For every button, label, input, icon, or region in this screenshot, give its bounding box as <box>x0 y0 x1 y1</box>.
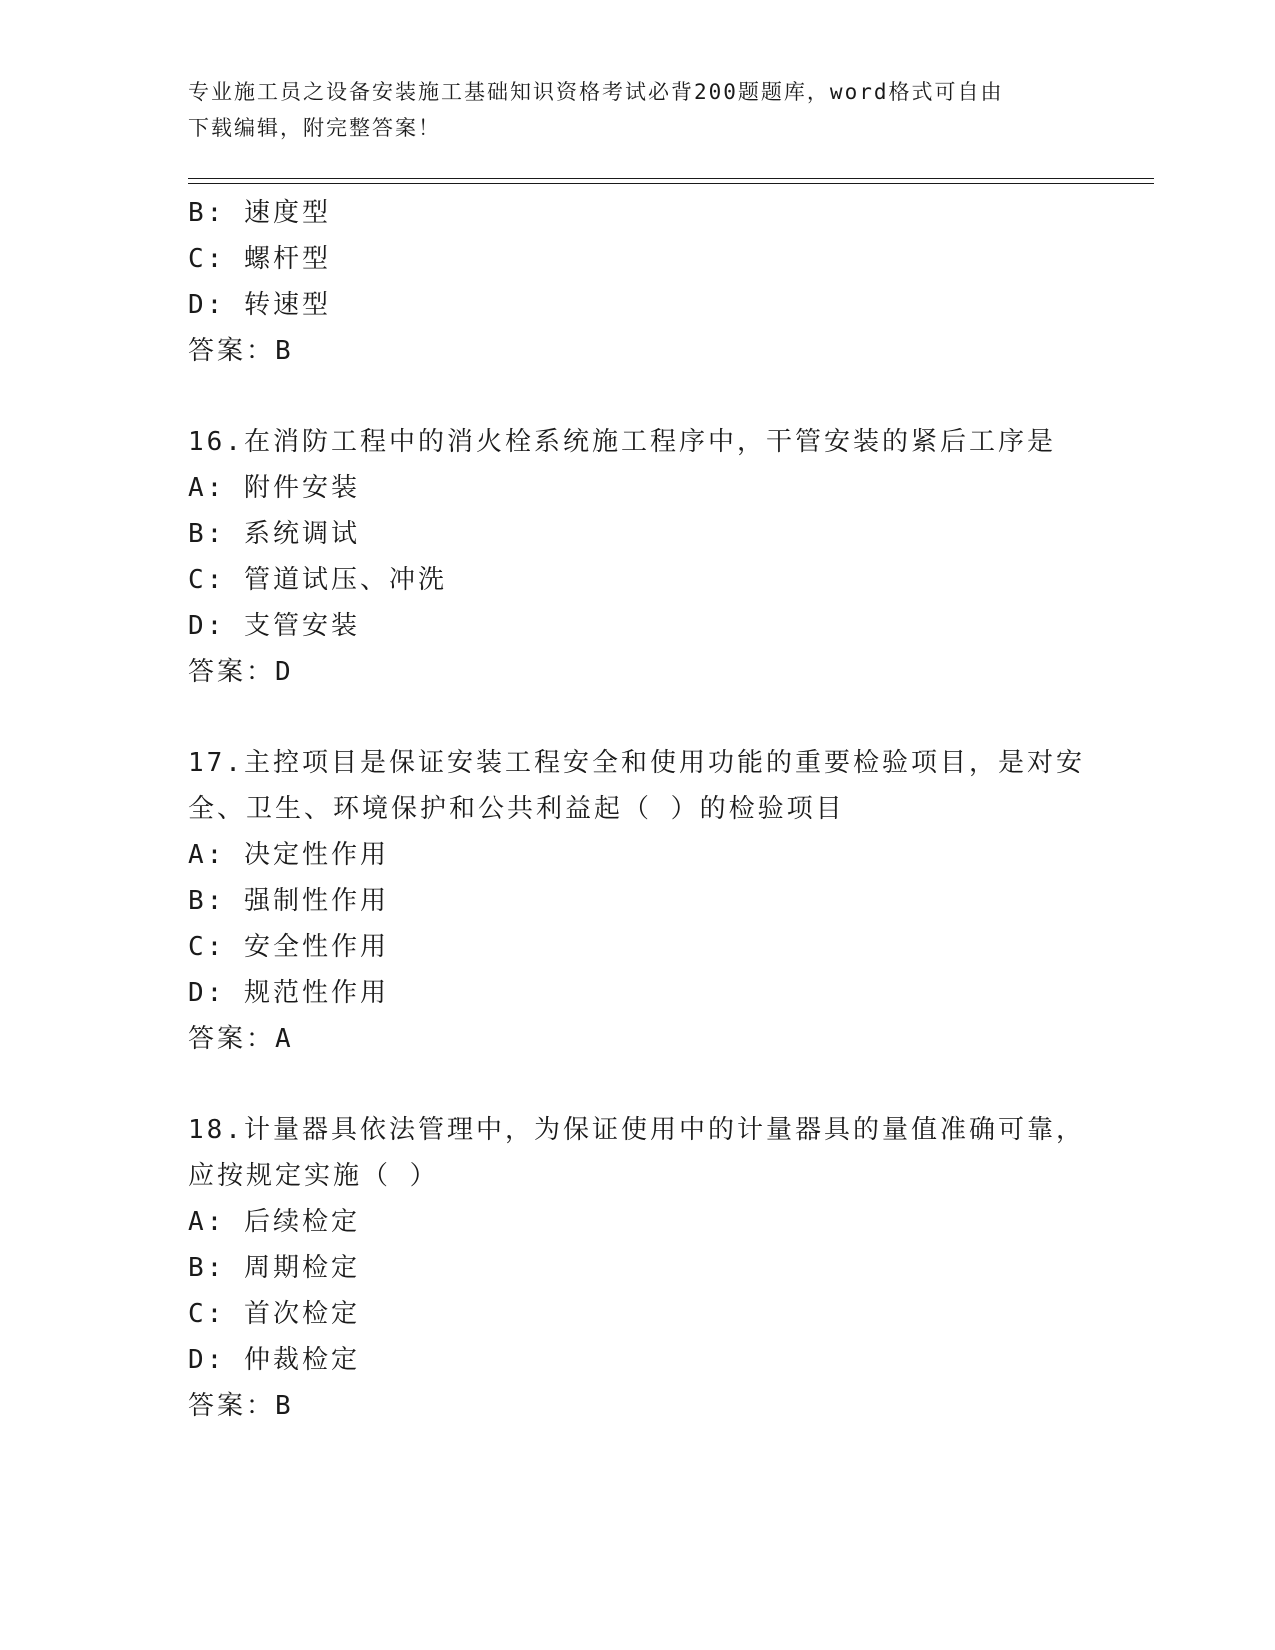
question-content <box>188 190 1088 1429</box>
option-b <box>188 1245 1088 1291</box>
question-stem: 18.计量器具依法管理中，为保证使用中的计量器具的量值准确可靠， <box>188 1115 1085 1145</box>
option-text: 转速型 <box>243 290 331 320</box>
option-letter: C: <box>188 932 226 962</box>
option-text: 首次检定 <box>243 1299 360 1329</box>
option-text: 速度型 <box>243 198 331 228</box>
header-line-2: 下载编辑，附完整答案！ <box>188 116 441 140</box>
question-stem-continued: 全、卫生、环境保护和公共利益起（ ）的检验项目 <box>188 794 845 824</box>
answer-line <box>188 328 1088 374</box>
option-a <box>188 1199 1088 1245</box>
answer-label: 答案： <box>188 657 276 687</box>
option-b <box>188 878 1088 924</box>
option-letter: C: <box>188 244 226 274</box>
document-header <box>188 74 1068 146</box>
answer-value: D <box>275 657 294 687</box>
option-letter: D: <box>188 1345 226 1375</box>
header-rule-bottom <box>188 183 1154 184</box>
option-letter: C: <box>188 565 226 595</box>
option-a <box>188 832 1088 878</box>
option-letter: B: <box>188 519 226 549</box>
option-c <box>188 924 1088 970</box>
option-text: 支管安装 <box>243 611 360 641</box>
answer-line <box>188 1383 1088 1429</box>
option-text: 附件安装 <box>243 473 360 503</box>
option-letter: A: <box>188 473 226 503</box>
option-text: 强制性作用 <box>243 886 389 916</box>
option-text: 周期检定 <box>243 1253 360 1283</box>
answer-label: 答案： <box>188 1024 276 1054</box>
option-b <box>188 190 1088 236</box>
option-letter: B: <box>188 886 226 916</box>
answer-value: B <box>275 336 294 366</box>
option-d <box>188 603 1088 649</box>
option-letter: B: <box>188 1253 226 1283</box>
option-letter: D: <box>188 290 226 320</box>
question-block-18 <box>188 1107 1088 1429</box>
option-text: 后续检定 <box>243 1207 360 1237</box>
option-c <box>188 557 1088 603</box>
option-d <box>188 282 1088 328</box>
option-text: 螺杆型 <box>243 244 331 274</box>
option-text: 决定性作用 <box>243 840 389 870</box>
option-a <box>188 465 1088 511</box>
option-letter: B: <box>188 198 226 228</box>
answer-label: 答案： <box>188 1391 276 1421</box>
option-b <box>188 511 1088 557</box>
option-c <box>188 236 1088 282</box>
header-line-1: 专业施工员之设备安装施工基础知识资格考试必背200题题库，word格式可自由 <box>188 80 1004 104</box>
question-stem: 17.主控项目是保证安装工程安全和使用功能的重要检验项目，是对安 <box>188 748 1085 778</box>
question-block-17 <box>188 740 1088 1062</box>
answer-line <box>188 1016 1088 1062</box>
question-block-16 <box>188 419 1088 695</box>
question-stem-continued: 应按规定实施（ ） <box>188 1161 439 1191</box>
option-letter: C: <box>188 1299 226 1329</box>
option-text: 规范性作用 <box>243 978 389 1008</box>
option-letter: D: <box>188 978 226 1008</box>
option-c <box>188 1291 1088 1337</box>
answer-label: 答案： <box>188 336 276 366</box>
header-rule-top <box>188 178 1154 179</box>
option-text: 系统调试 <box>243 519 360 549</box>
answer-line <box>188 649 1088 695</box>
option-letter: A: <box>188 1207 226 1237</box>
option-text: 仲裁检定 <box>243 1345 360 1375</box>
answer-value: B <box>275 1391 294 1421</box>
option-text: 管道试压、冲洗 <box>243 565 447 595</box>
question-block-prev <box>188 190 1088 374</box>
option-letter: D: <box>188 611 226 641</box>
option-d <box>188 970 1088 1016</box>
option-d <box>188 1337 1088 1383</box>
answer-value: A <box>275 1024 294 1054</box>
question-stem: 16.在消防工程中的消火栓系统施工程序中，干管安装的紧后工序是 <box>188 427 1056 457</box>
option-text: 安全性作用 <box>243 932 389 962</box>
option-letter: A: <box>188 840 226 870</box>
